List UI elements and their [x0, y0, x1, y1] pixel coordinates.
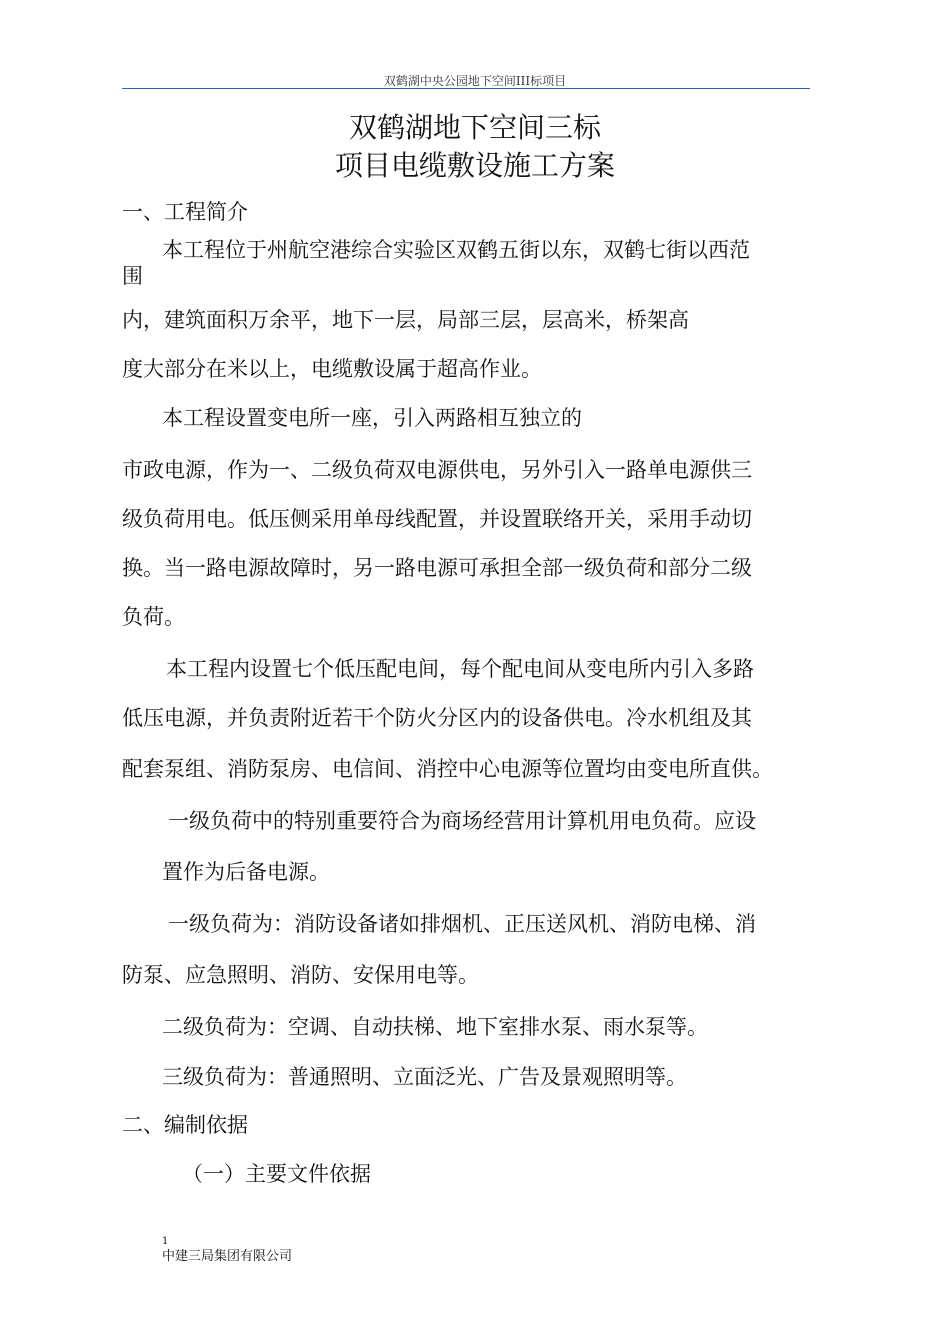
paragraph-line: 级负荷用电。低压侧采用单母线配置，并设置联络开关，采用手动切	[122, 507, 752, 531]
section-heading-overview: 一、工程简介	[122, 200, 248, 224]
running-header: 双鹤湖中央公园地下空间III标项目	[383, 74, 567, 88]
paragraph-line: 三级负荷为：普通照明、立面泛光、广告及景观照明等。	[162, 1065, 687, 1089]
footer-company: 中建三局集团有限公司	[162, 1249, 293, 1264]
paragraph-line: 置作为后备电源。	[162, 860, 330, 884]
paragraph-line: 二级负荷为：空调、自动扶梯、地下室排水泵、雨水泵等。	[162, 1015, 708, 1039]
paragraph-line: 本工程内设置七个低压配电间，每个配电间从变电所内引入多路	[166, 657, 754, 681]
paragraph-line: 防泵、应急照明、消防、安保用电等。	[122, 963, 479, 987]
paragraph-line: 低压电源，并负责附近若干个防火分区内的设备供电。冷水机组及其	[122, 706, 752, 730]
paragraph-line: 围	[122, 264, 143, 288]
paragraph-line: 一级负荷中的特别重要符合为商场经营用计算机用电负荷。应设	[168, 809, 756, 833]
document-title-line-2: 项目电缆敷设施工方案	[334, 149, 615, 182]
paragraph-line: 负荷。	[122, 605, 185, 629]
paragraph-line: 本工程位于州航空港综合实验区双鹤五街以东，双鹤七街以西范	[162, 238, 750, 262]
subsection-heading: （一）主要文件依据	[182, 1162, 371, 1186]
paragraph-line: 换。当一路电源故障时，另一路电源可承担全部一级负荷和部分二级	[122, 556, 752, 580]
paragraph-line: 一级负荷为：消防设备诸如排烟机、正压送风机、消防电梯、消	[168, 912, 756, 936]
paragraph-line: 配套泵组、消防泵房、电信间、消控中心电源等位置均由变电所直供。	[122, 757, 773, 781]
document-title-line-1: 双鹤湖地下空间三标	[348, 111, 601, 144]
header-rule	[122, 88, 810, 89]
page-number: 1	[162, 1236, 169, 1247]
section-heading-basis: 二、编制依据	[122, 1113, 248, 1137]
paragraph-line: 市政电源，作为一、二级负荷双电源供电，另外引入一路单电源供三	[122, 458, 752, 482]
paragraph-line: 本工程设置变电所一座，引入两路相互独立的	[162, 406, 582, 430]
paragraph-line: 内，建筑面积万余平，地下一层，局部三层，层高米，桥架高	[122, 308, 689, 332]
paragraph-line: 度大部分在米以上，电缆敷设属于超高作业。	[122, 357, 542, 381]
